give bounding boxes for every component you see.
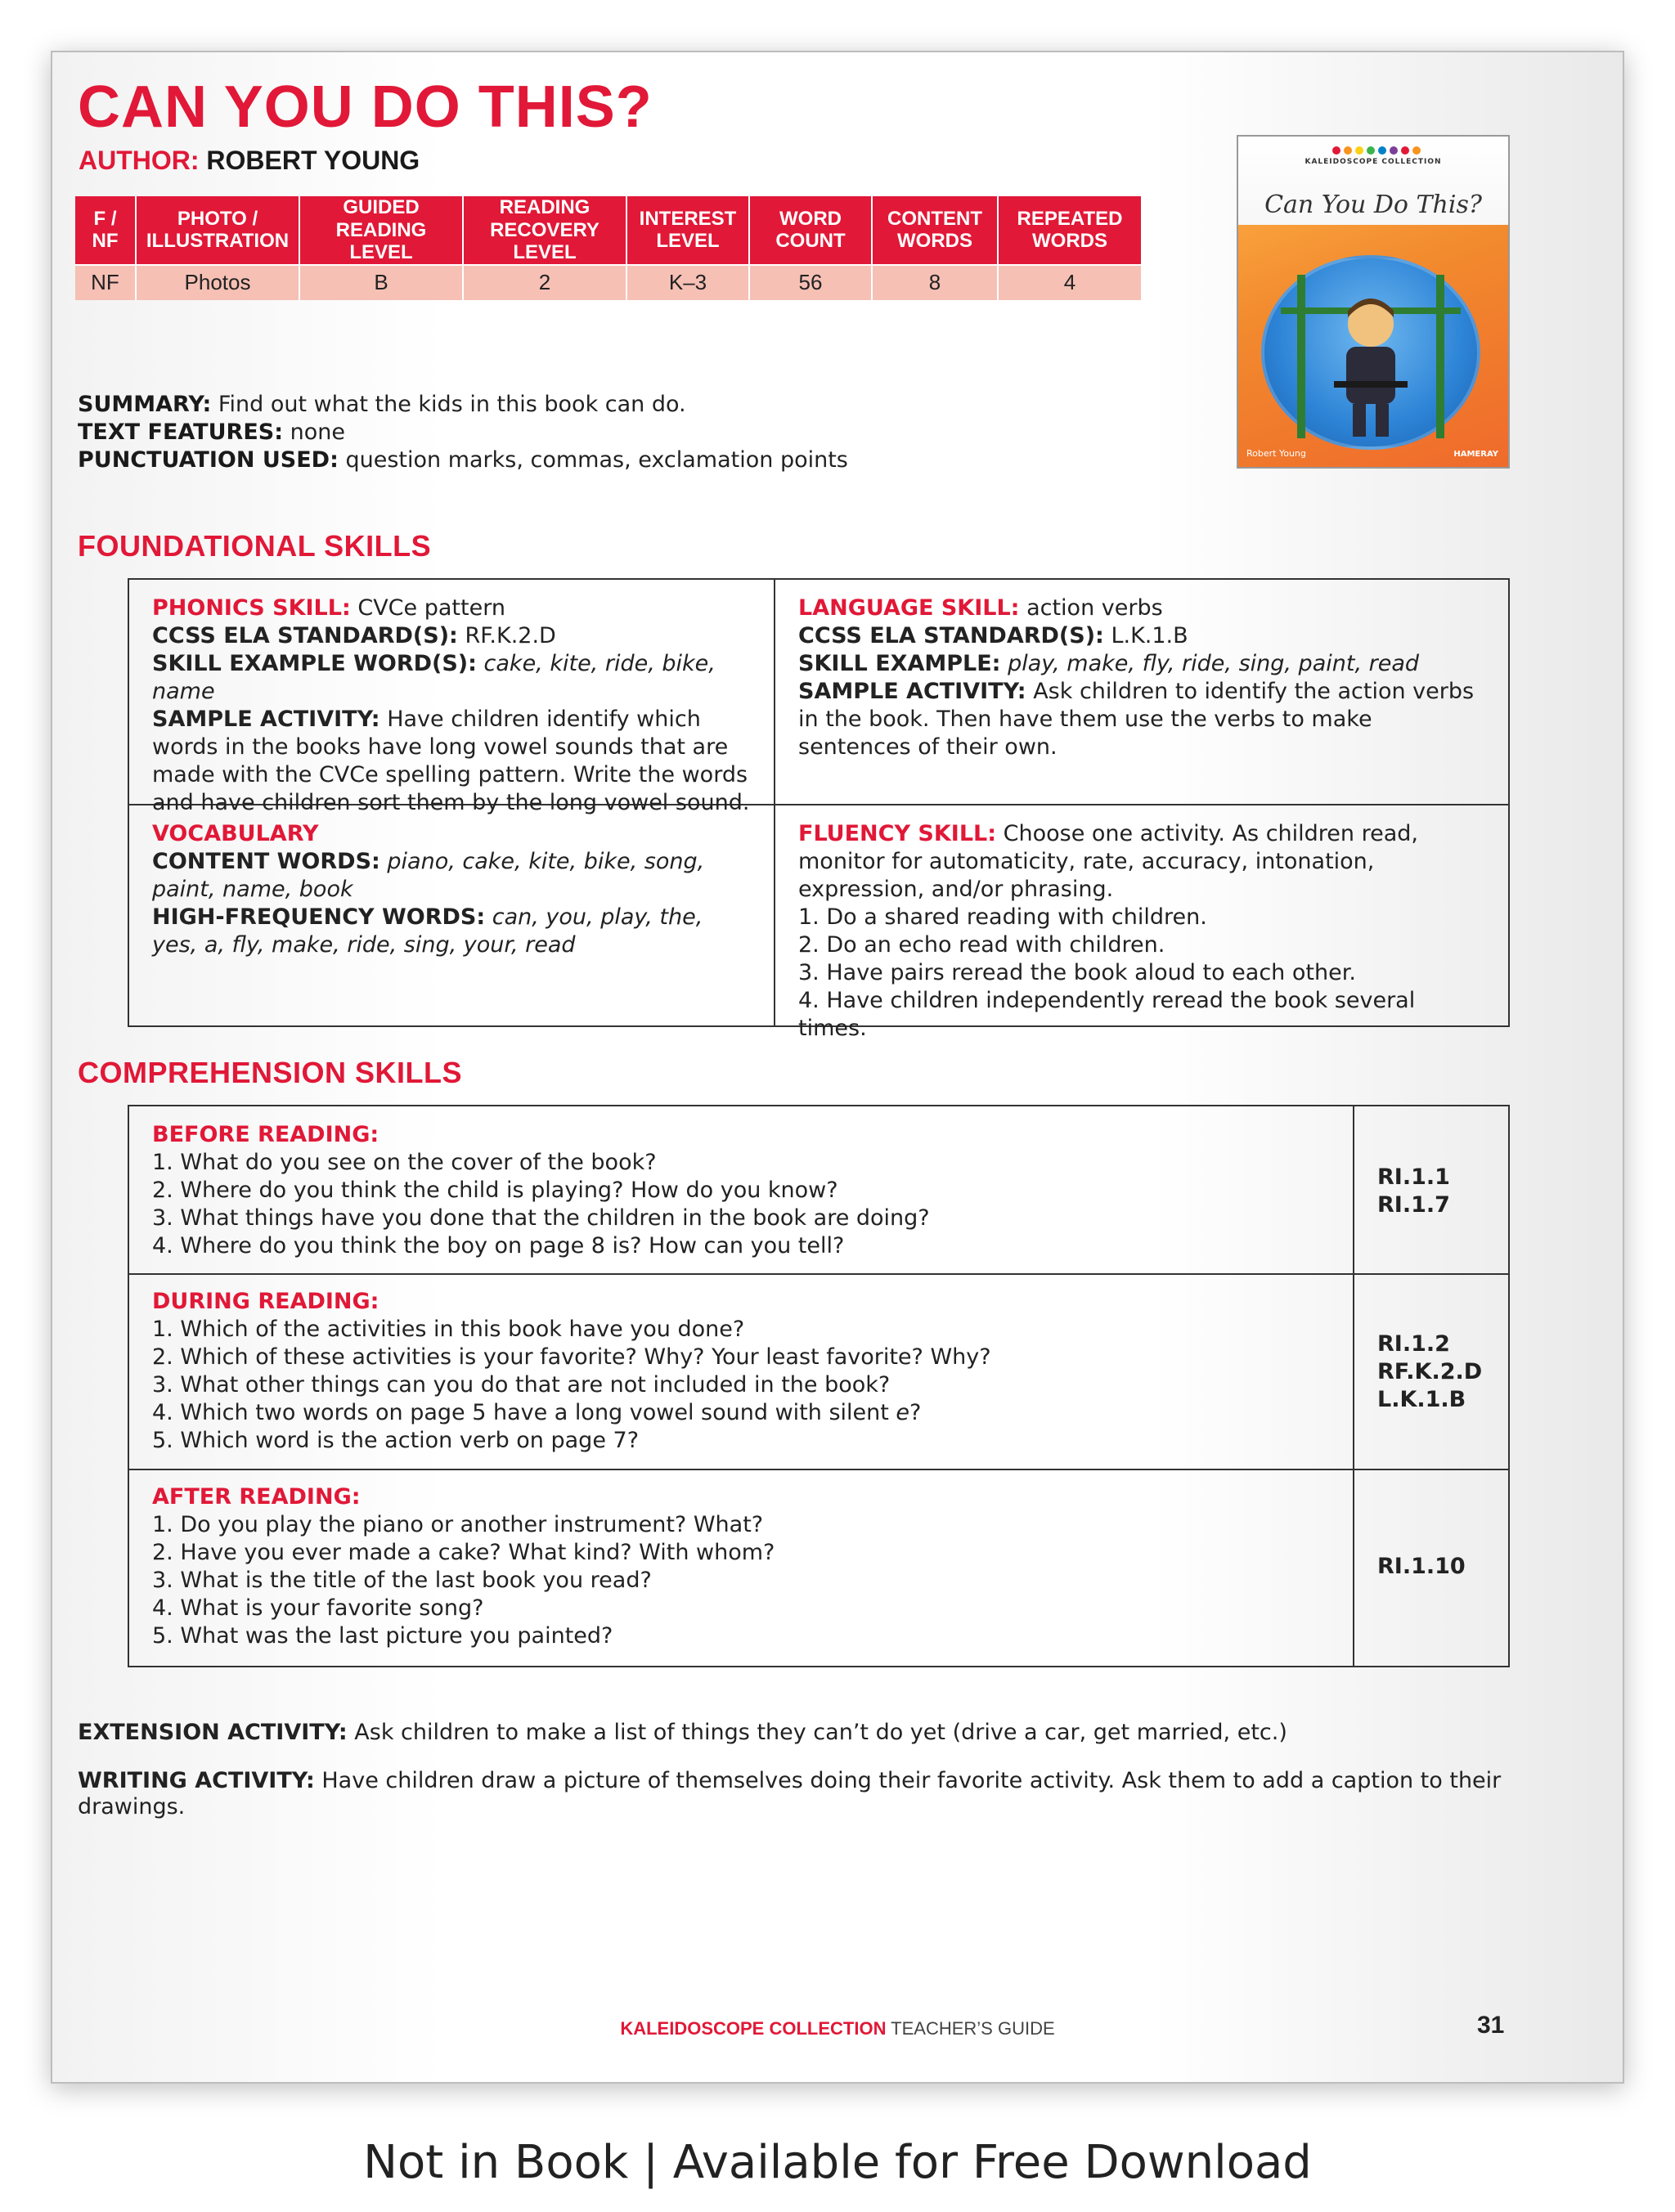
page-number: 31 xyxy=(1477,2012,1505,2039)
language-ccss-label: CCSS ELA STANDARD(S): xyxy=(798,623,1104,648)
before-standards xyxy=(1377,1164,1450,1219)
list-item: 3. What is the title of the last book you read? xyxy=(152,1568,652,1593)
during-reading-questions xyxy=(152,1288,1371,1455)
header-repeated: REPEATED WORDS xyxy=(998,196,1142,265)
author-label: AUTHOR: xyxy=(79,146,200,175)
phonics-ccss-label: CCSS ELA STANDARD(S): xyxy=(152,623,458,648)
cover-author: Robert Young xyxy=(1246,448,1306,459)
cover-collection: KALEIDOSCOPE COLLECTION xyxy=(1305,158,1442,166)
phonics-example-label: SKILL EXAMPLE WORD(S): xyxy=(152,651,477,676)
after-reading-questions xyxy=(152,1483,1371,1650)
cover-publisher: HAMERAY xyxy=(1453,450,1498,459)
list-item: 2. Have you ever made a cake? What kind? With whom? xyxy=(152,1540,775,1565)
hf-words: can, you, play, the, yes, a, fly, make, ride, sing, your, read xyxy=(152,904,703,958)
language-cell xyxy=(775,580,1510,761)
page-footer xyxy=(0,2018,1675,2039)
value-wordcount: 56 xyxy=(749,265,872,300)
download-note: Not in Book | Available for Free Download xyxy=(363,2136,1312,2189)
text-features-line xyxy=(78,419,848,446)
writing-label: WRITING ACTIVITY: xyxy=(78,1768,315,1793)
author-line xyxy=(79,147,420,173)
vocabulary-label: VOCABULARY xyxy=(152,821,319,846)
footer-collection: KALEIDOSCOPE COLLECTION xyxy=(620,2018,887,2039)
phonics-activity-label: SAMPLE ACTIVITY: xyxy=(152,707,380,732)
list-item: 5. What was the last picture you painted? xyxy=(152,1623,613,1649)
value-recovery: 2 xyxy=(463,265,626,300)
footer-guide: TEACHER’S GUIDE xyxy=(891,2018,1055,2039)
list-item xyxy=(152,1399,1371,1427)
phonics-cell xyxy=(129,580,774,817)
content-words: piano, cake, kite, bike, song, paint, name, book xyxy=(152,849,705,902)
list-item: 4. What is your favorite song? xyxy=(152,1595,484,1621)
value-repeated: 4 xyxy=(998,265,1142,300)
language-activity-label: SAMPLE ACTIVITY: xyxy=(798,679,1026,704)
table-divider xyxy=(129,1469,1508,1470)
before-reading-questions xyxy=(152,1121,1371,1260)
comprehension-table xyxy=(128,1105,1510,1667)
list-item: 1. Do a shared reading with children. xyxy=(798,904,1207,930)
phonics-activity: Have children identify which words in the books have long vowel sounds that are made with the CVCe spelling pattern. Write the words and have children sort them by the long vowel sound. xyxy=(152,707,750,815)
question-end: ? xyxy=(909,1400,922,1425)
list-item: 2. Do an echo read with children. xyxy=(798,932,1165,958)
summary-label: SUMMARY: xyxy=(78,392,212,417)
header-recovery: READING RECOVERY LEVEL xyxy=(463,196,626,265)
fluency-label: FLUENCY SKILL: xyxy=(798,821,997,846)
cover-title: Can You Do This? xyxy=(1264,191,1482,219)
list-item: 1. Which of the activities in this book have you done? xyxy=(152,1317,745,1342)
book-cover xyxy=(1237,135,1510,469)
fluency-intro: Choose one activity. As children read, monitor for automaticity, rate, accuracy, intonation, expression, and/or phrasing. xyxy=(798,821,1418,902)
foundational-title: FOUNDATIONAL SKILLS xyxy=(78,529,432,563)
language-example-label: SKILL EXAMPLE: xyxy=(798,651,1001,676)
standard-code: RF.K.2.D xyxy=(1377,1359,1483,1384)
list-item: 5. Which word is the action verb on page 7? xyxy=(152,1428,640,1453)
after-standards xyxy=(1377,1553,1466,1581)
page-title: CAN YOU DO THIS? xyxy=(78,74,653,140)
phonics-example: cake, kite, ride, bike, name xyxy=(152,651,716,704)
value-content: 8 xyxy=(872,265,998,300)
language-example: play, make, fly, ride, sing, paint, read xyxy=(1008,651,1420,676)
language-value: action verbs xyxy=(1026,595,1163,621)
phonics-ccss: RF.K.2.D xyxy=(465,623,556,648)
list-item: 2. Where do you think the child is playing? How do you know? xyxy=(152,1178,838,1203)
foundational-grid xyxy=(128,578,1510,1041)
value-guided: B xyxy=(299,265,463,300)
phonics-label: PHONICS SKILL: xyxy=(152,595,351,621)
extension-label: EXTENSION ACTIVITY: xyxy=(78,1720,348,1745)
list-item: 3. What other things can you do that are not included in the book? xyxy=(152,1372,891,1398)
during-reading-label: DURING READING: xyxy=(152,1289,379,1314)
list-item: 3. What things have you done that the children in the book are doing? xyxy=(152,1205,930,1231)
value-interest: K–3 xyxy=(626,265,749,300)
extension-activity xyxy=(78,1719,1287,1747)
header-wordcount: WORD COUNT xyxy=(749,196,872,265)
fluency-cell xyxy=(775,805,1510,1043)
before-reading-label: BEFORE READING: xyxy=(152,1122,379,1147)
punct-label: PUNCTUATION USED: xyxy=(78,447,339,473)
child-on-playground-icon xyxy=(1264,258,1477,446)
writing-text: Have children draw a picture of themselves doing their favorite activity. Ask them to add a caption to their drawings. xyxy=(78,1768,1502,1819)
extension-text: Ask children to make a list of things they can’t do yet (drive a car, get married, etc.) xyxy=(354,1720,1287,1745)
standard-code: RI.1.7 xyxy=(1377,1192,1450,1218)
list-item: 4. Have children independently reread the book several times. xyxy=(798,988,1416,1041)
content-words-label: CONTENT WORDS: xyxy=(152,849,380,874)
hf-words-label: HIGH-FREQUENCY WORDS: xyxy=(152,904,486,930)
cover-photo xyxy=(1261,255,1480,450)
author-name: ROBERT YOUNG xyxy=(206,146,420,175)
features-label: TEXT FEATURES: xyxy=(78,420,284,445)
list-item: 1. What do you see on the cover of the book? xyxy=(152,1150,657,1175)
comprehension-title: COMPREHENSION SKILLS xyxy=(78,1056,463,1089)
summary-line xyxy=(78,391,848,419)
standard-code: RI.1.2 xyxy=(1377,1331,1450,1357)
language-activity: Ask children to identify the action verbs in the book. Then have them use the verbs to make sentences of their own. xyxy=(798,679,1475,760)
during-standards xyxy=(1377,1330,1482,1414)
list-item: 2. Which of these activities is your favorite? Why? Your least favorite? Why? xyxy=(152,1344,991,1370)
standard-code: L.K.1.B xyxy=(1377,1387,1466,1412)
phonics-value: CVCe pattern xyxy=(357,595,505,621)
silent-letter: e xyxy=(896,1400,910,1425)
level-values-row xyxy=(75,265,1142,300)
table-divider xyxy=(129,1273,1508,1275)
header-content: CONTENT WORDS xyxy=(872,196,998,265)
kaleidoscope-logo-icon xyxy=(1328,145,1426,156)
punctuation-line xyxy=(78,446,848,474)
list-item: 3. Have pairs reread the book aloud to each other. xyxy=(798,960,1356,985)
language-ccss: L.K.1.B xyxy=(1111,623,1188,648)
value-photo: Photos xyxy=(136,265,299,300)
header-photo: PHOTO / ILLUSTRATION xyxy=(136,196,299,265)
summary-block xyxy=(78,391,848,474)
question-text: 4. Which two words on page 5 have a long vowel sound with silent xyxy=(152,1400,896,1425)
standard-code: RI.1.10 xyxy=(1377,1554,1466,1579)
writing-activity xyxy=(78,1768,1509,1820)
punct-text: question marks, commas, exclamation points xyxy=(345,447,848,473)
header-interest: INTEREST LEVEL xyxy=(626,196,749,265)
header-guided: GUIDED READING LEVEL xyxy=(299,196,463,265)
value-fnf: NF xyxy=(75,265,136,300)
header-fnf: F / NF xyxy=(75,196,136,265)
vocabulary-cell xyxy=(129,805,774,959)
language-label: LANGUAGE SKILL: xyxy=(798,595,1020,621)
standard-code: RI.1.1 xyxy=(1377,1164,1450,1190)
level-table xyxy=(75,196,1143,300)
summary-text: Find out what the kids in this book can do. xyxy=(218,392,686,417)
after-reading-label: AFTER READING: xyxy=(152,1484,361,1510)
list-item: 1. Do you play the piano or another instrument? What? xyxy=(152,1512,764,1537)
features-text: none xyxy=(290,420,345,445)
list-item: 4. Where do you think the boy on page 8 is? How can you tell? xyxy=(152,1233,845,1259)
